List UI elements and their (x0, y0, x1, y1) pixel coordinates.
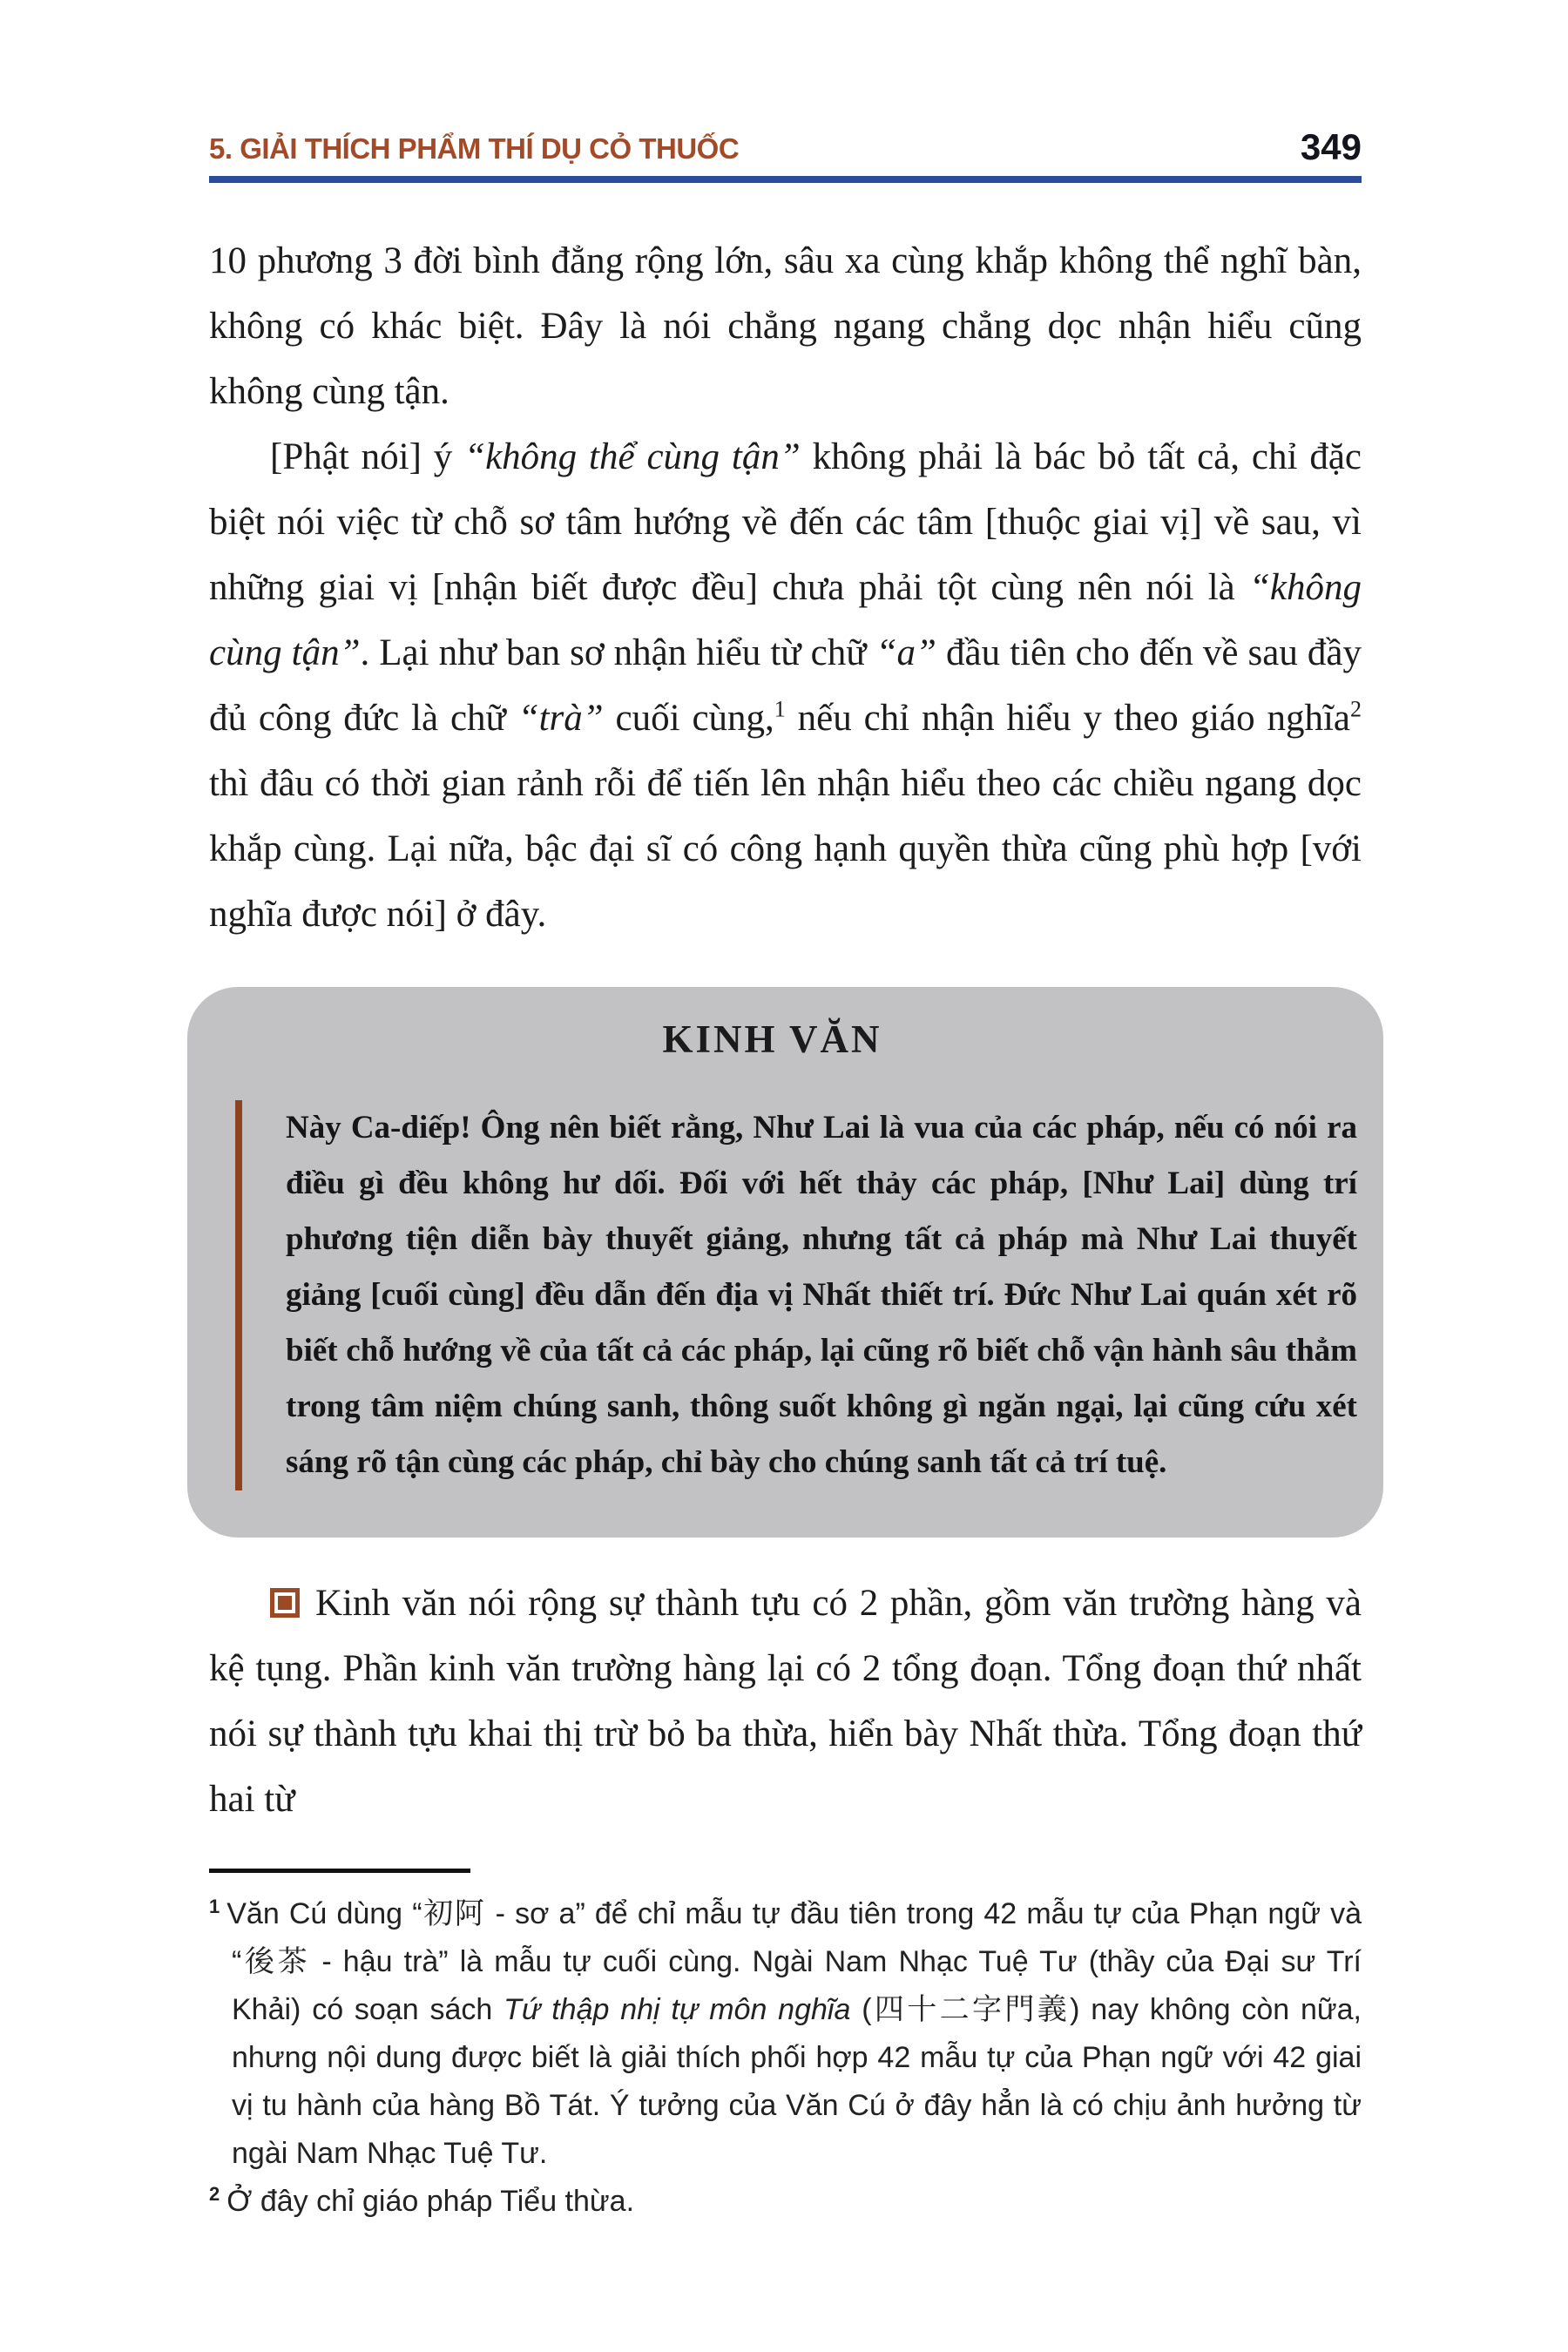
paragraph-3 (209, 1571, 1362, 1832)
footnote-1-text: Văn Cú dùng “初阿 - sơ a” để chỉ mẫu tự đầu tiên trong 42 mẫu tự của Phạn ngữ và “後茶 - hậu trà” là mẫu tự cuối cùng. Ngài Nam Nhạc Tuệ Tư (thầy của Đại sư Trí Khải) có soạn sách Tứ thập nhị tự môn nghĩa (四十二字門義) nay không còn nữa, nhưng nội dung được biết là giải thích phối hợp 42 mẫu tự của Phạn ngữ với 42 giai vị tu hành của hàng Bồ Tát. Ý tưởng của Văn Cú ở đây hẳn là có chịu ảnh hưởng từ ngài Nam Nhạc Tuệ Tư. (226, 1897, 1362, 2170)
paragraph-2: [Phật nói] ý “không thể cùng tận” không phải là bác bỏ tất cả, chỉ đặc biệt nói việc từ chỗ sơ tâm hướng về đến các tâm [thuộc giai vị] về sau, vì những giai vị [nhận biết được đều] chưa phải tột cùng nên nói là “không cùng tận”. Lại như ban sơ nhận hiểu từ chữ “a” đầu tiên cho đến về sau đầy đủ công đức là chữ “trà” cuối cùng,$^1$ nếu chỉ nhận hiểu y theo giáo nghĩa$^2$ thì đâu có thời gian rảnh rỗi để tiến lên nhận hiểu theo các chiều ngang dọc khắp cùng. Lại nữa, bậc đại sĩ có công hạnh quyền thừa cũng phù hợp [với nghĩa được nói] ở đây. (209, 436, 1362, 935)
paragraph-3-text: Kinh văn nói rộng sự thành tựu có 2 phần, gồm văn trường hàng và kệ tụng. Phần kinh văn trường hàng lại có 2 tổng đoạn. Tổng đoạn thứ nhất nói sự thành tựu khai thị trừ bỏ ba thừa, hiển bày Nhất thừa. Tổng đoạn thứ hai từ (209, 1583, 1362, 1820)
footnote-2-text: Ở đây chỉ giáo pháp Tiểu thừa. (226, 2185, 635, 2218)
footnote-separator (209, 1869, 470, 1873)
kinh-van-box (187, 987, 1383, 1538)
footnote-1-marker: 1 (209, 1895, 220, 1917)
section-bullet-icon (270, 1588, 300, 1618)
text-column (209, 126, 1362, 2226)
footnote-2 (209, 2178, 1362, 2226)
page-number: 349 (1300, 126, 1362, 167)
paragraph-1: 10 phương 3 đời bình đẳng rộng lớn, sâu xa cùng khắp không thể nghĩ bàn, không có khác biệt. Đây là nói chẳng ngang chẳng dọc nhận hiểu cũng không cùng tận. (209, 240, 1362, 412)
footnote-2-marker: 2 (209, 2182, 220, 2205)
kinh-van-box-text: Này Ca-diếp! Ông nên biết rằng, Như Lai là vua của các pháp, nếu có nói ra điều gì đều không hư dối. Đối với hết thảy các pháp, [Như Lai] dùng trí phương tiện diễn bày thuyết giảng, nhưng tất cả pháp mà Như Lai thuyết giảng [cuối cùng] đều dẫn đến địa vị Nhất thiết trí. Đức Như Lai quán xét rõ biết chỗ hướng về của tất cả các pháp, lại cũng rõ biết chỗ vận hành sâu thẳm trong tâm niệm chúng sanh, thông suốt không gì ngăn ngại, lại cũng cứu xét sáng rõ tận cùng các pháp, chỉ bày cho chúng sanh tất cả trí tuệ. (235, 1100, 1357, 1490)
running-head (209, 126, 1362, 183)
chapter-title: 5. GIẢI THÍCH PHẨM THÍ DỤ CỎ THUỐC (209, 132, 740, 165)
footnote-1 (209, 1890, 1362, 2178)
kinh-van-box-title: KINH VĂN (662, 1017, 882, 1061)
